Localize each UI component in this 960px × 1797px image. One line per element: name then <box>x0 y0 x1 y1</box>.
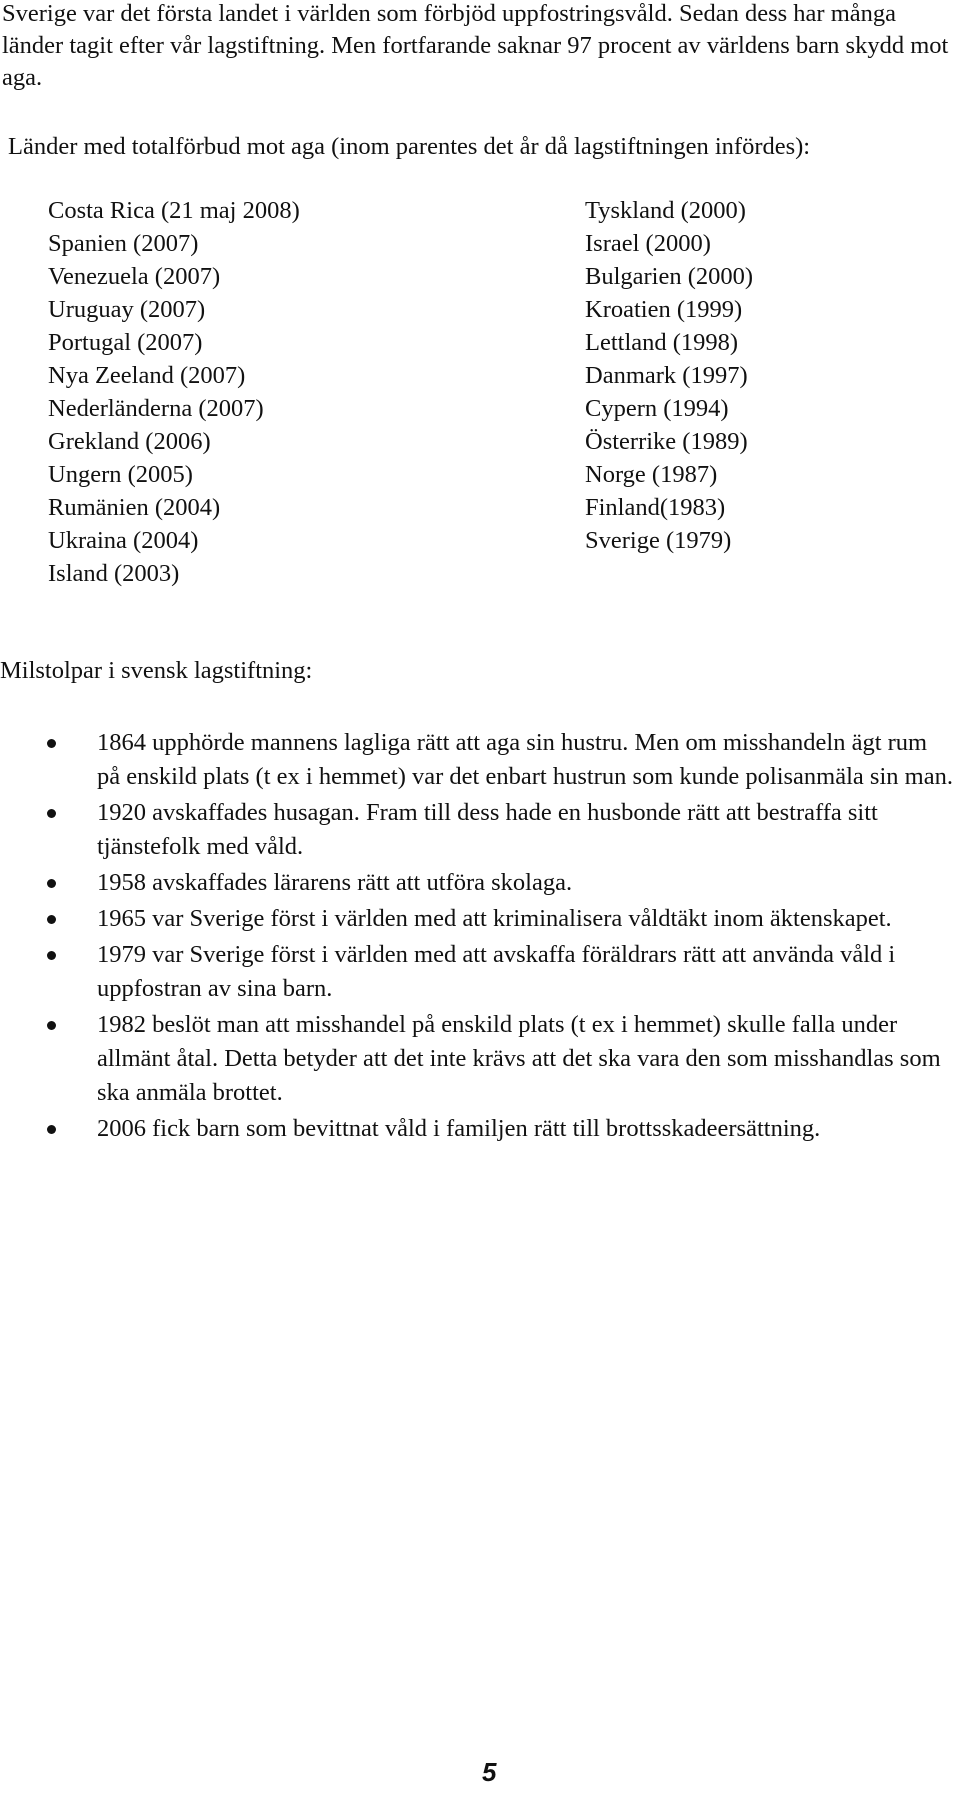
page-number: 5 <box>482 1757 497 1787</box>
milestone-item <box>0 796 960 864</box>
milestone-text: 1958 avskaffades lärarens rätt att utföra skolaga. <box>97 869 573 896</box>
list-item: Sverige (1979) <box>585 527 732 554</box>
list-item: Bulgarien (2000) <box>585 263 754 290</box>
milestone-item <box>0 1112 960 1146</box>
bullet-icon <box>47 1125 56 1134</box>
milestones-heading: Milstolpar i svensk lagstiftning: <box>0 657 313 684</box>
list-item: Portugal (2007) <box>48 329 203 356</box>
country-list-left <box>48 194 300 590</box>
bullet-icon <box>47 879 56 888</box>
list-item: Island (2003) <box>48 560 180 587</box>
bullet-icon <box>47 1021 56 1030</box>
list-item: Lettland (1998) <box>585 329 739 356</box>
bullet-icon <box>47 739 56 748</box>
list-item: Danmark (1997) <box>585 362 748 389</box>
milestone-text: 1920 avskaffades husagan. Fram till dess hade en husbonde rätt att bestraffa sitt tjänstefolk med våld. <box>97 799 878 860</box>
milestones-list <box>0 726 960 1148</box>
list-item: Venezuela (2007) <box>48 263 221 290</box>
milestone-text: 1979 var Sverige först i världen med att avskaffa föräldrars rätt att använda våld i uppfostran av sina barn. <box>97 941 896 1002</box>
bullet-icon <box>47 951 56 960</box>
bullet-icon <box>47 915 56 924</box>
list-item: Norge (1987) <box>585 461 718 488</box>
list-item: Spanien (2007) <box>48 230 199 257</box>
ban-countries-heading: Länder med totalförbud mot aga (inom parentes det år då lagstiftningen infördes): <box>8 133 811 160</box>
list-item: Österrike (1989) <box>585 428 748 455</box>
list-item: Uruguay (2007) <box>48 296 206 323</box>
list-item: Israel (2000) <box>585 230 711 257</box>
list-item: Grekland (2006) <box>48 428 211 455</box>
intro-paragraph: Sverige var det första landet i världen som förbjöd uppfostringsvåld. Sedan dess har många länder tagit efter vår lagstiftning. Men fortfarande saknar 97 procent av världens barn skydd mot aga. <box>2 0 949 91</box>
list-item: Ukraina (2004) <box>48 527 199 554</box>
list-item: Nederländerna (2007) <box>48 395 264 422</box>
list-item: Kroatien (1999) <box>585 296 743 323</box>
list-item: Ungern (2005) <box>48 461 193 488</box>
milestone-text: 1982 beslöt man att misshandel på enskild plats (t ex i hemmet) skulle falla under allmänt åtal. Detta betyder att det inte krävs att det ska vara den som misshandlas som ska anmäla brottet. <box>97 1011 941 1106</box>
list-item: Tyskland (2000) <box>585 197 746 224</box>
milestone-item <box>0 726 960 794</box>
milestone-item <box>0 938 960 1006</box>
milestone-text: 1864 upphörde mannens lagliga rätt att aga sin hustru. Men om misshandeln ägt rum på enskild plats (t ex i hemmet) var det enbart hustrun som kunde polisanmäla sin man. <box>97 729 953 790</box>
milestone-item <box>0 902 960 936</box>
list-item: Rumänien (2004) <box>48 494 221 521</box>
list-item: Finland(1983) <box>585 494 726 521</box>
milestone-item <box>0 1008 960 1110</box>
list-item: Costa Rica (21 maj 2008) <box>48 197 300 224</box>
milestone-text: 2006 fick barn som bevittnat våld i familjen rätt till brottsskadeersättning. <box>97 1115 821 1142</box>
bullet-icon <box>47 809 56 818</box>
country-list-right <box>585 194 753 557</box>
milestone-item <box>0 866 960 900</box>
milestone-text: 1965 var Sverige först i världen med att kriminalisera våldtäkt inom äktenskapet. <box>97 905 892 932</box>
list-item: Nya Zeeland (2007) <box>48 362 246 389</box>
list-item: Cypern (1994) <box>585 395 729 422</box>
